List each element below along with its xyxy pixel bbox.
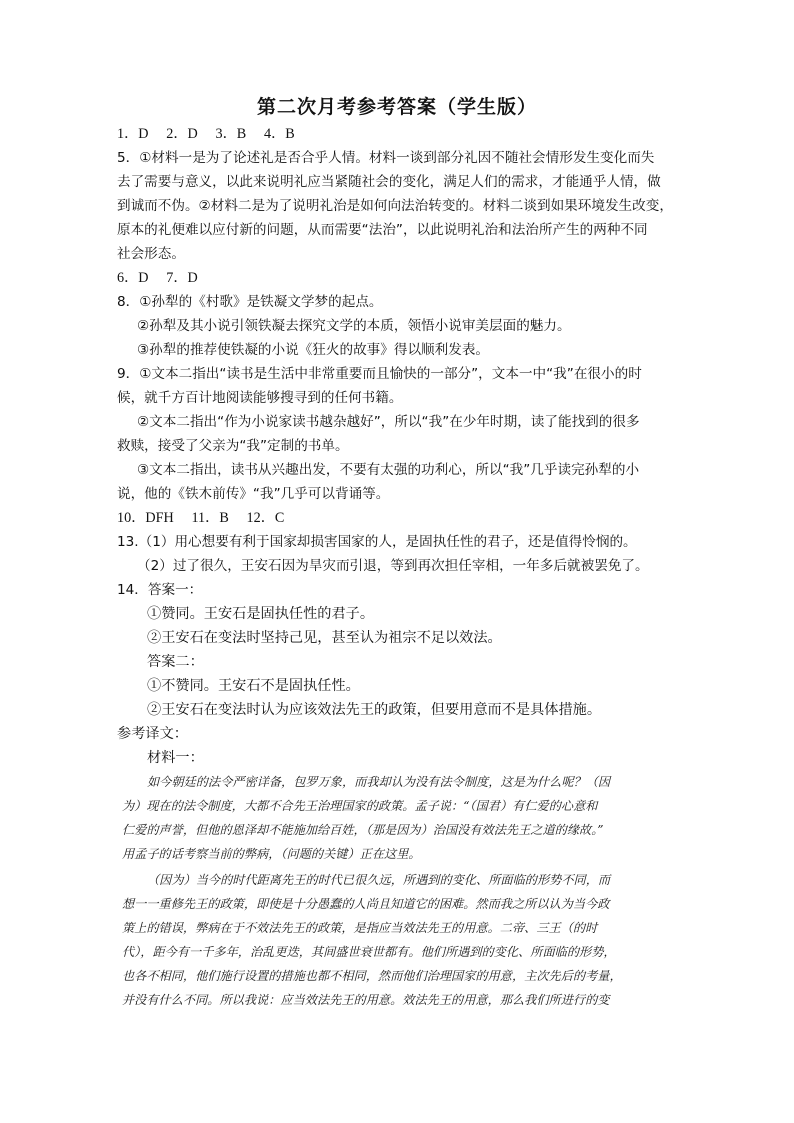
answer-line-14-opt2-heading: 答案二： [147, 654, 204, 670]
translation-line: 想一一重修先王的政策，即使是十分愚蠢的人尚且知道它的困难。然而我之所以认为当今政 [122, 897, 610, 911]
answer-line-6-7: 6．D 7．D [117, 270, 198, 286]
answer-line-1-4: 1．D 2．D 3．B 4．B [117, 126, 295, 142]
answer-line-9a: 9．①文本二指出“读书是生活中非常重要而且愉快的一部分”，文本一中“我”在很小的时 [117, 366, 642, 382]
answer-line-14-opt1a: ①赞同。王安石是固执任性的君子。 [147, 606, 375, 622]
translation-line: 并没有什么不同。所以我说：应当效法先王的用意。效法先王的用意，那么我们所进行的变 [122, 993, 610, 1007]
answer-line-8c: ③孙犁的推荐使铁凝的小说《狂火的故事》得以顺利发表。 [137, 342, 490, 358]
answer-line-9d: 救赎，接受了父亲为“我”定制的书单。 [117, 438, 349, 454]
answer-line-9b: 候，就千方百计地阅读能够搜寻到的任何书籍。 [117, 390, 403, 406]
answer-line-14-opt1b: ②王安石在变法时坚持己见，甚至认为祖宗不足以效法。 [147, 630, 502, 646]
answer-line-13a: 13.（1）用心想要有利于国家却损害国家的人，是固执任性的君子，还是值得怜悯的。 [117, 534, 637, 550]
translation-line: 仁爱的声誉，但他的恩泽却不能施加给百姓，（那是因为）治国没有效法先王之道的缘故。” [122, 823, 604, 837]
answer-line-5c: 到诚而不伪。②材料二是为了说明礼治是如何向法治转变的。材料二谈到如果环境发生改变， [117, 198, 673, 214]
translation-line: 代），距今有一千多年，治乱更迭，其间盛世衰世都有。他们所遇到的变化、所面临的形势， [122, 945, 616, 959]
translation-line: 如今朝廷的法令严密详备，包罗万象，而我却认为没有法令制度，这是为什么呢？（因 [147, 775, 611, 789]
answer-line-14-heading: 14．答案一： [117, 582, 203, 598]
answer-line-8b: ②孙犁及其小说引领铁凝去探究文学的本质，领悟小说审美层面的魅力。 [137, 318, 571, 334]
translation-line: 为）现在的法令制度，大都不合先王治理国家的政策。孟子说：“（国君）有仁爱的心意和 [122, 799, 598, 813]
translation-line: 也各不相同，他们施行设置的措施也都不相同，然而他们治理国家的用意，主次先后的考量， [122, 969, 622, 983]
translation-line: （因为）当今的时代距离先王的时代已很久远，所遇到的变化、所面临的形势不同，而 [147, 873, 611, 887]
answer-line-10-12: 10．DFH 11．B 12．C [117, 510, 285, 526]
answer-line-9e: ③文本二指出，读书从兴趣出发，不要有太强的功利心，所以“我”几乎读完孙犁的小 [137, 462, 640, 478]
answer-line-5a: 5．①材料一是为了论述礼是否合乎人情。材料一谈到部分礼因不随社会情形发生变化而失 [117, 150, 655, 166]
answer-line-5d: 原本的礼便难以应付新的问题，从而需要“法治”，以此说明礼治和法治所产生的两种不同 [117, 222, 648, 238]
answer-line-14-opt2a: ①不赞同。王安石不是固执任性。 [147, 678, 360, 694]
answer-line-5e: 社会形态。 [117, 246, 185, 262]
page-title: 第二次月考参考答案（学生版） [256, 96, 537, 118]
material-one-heading: 材料一： [147, 750, 204, 766]
translation-line: 用孟子的话考察当前的弊病，（问题的关键）正在这里。 [122, 847, 421, 861]
answer-line-9c: ②文本二指出“作为小说家读书越杂越好”，所以“我”在少年时期，读了能找到的很多 [137, 414, 640, 430]
translation-line: 策上的错误，弊病在于不效法先王的政策，是指应当效法先王的用意。二帝、三王（的时 [122, 921, 598, 935]
answer-line-14-opt2b: ②王安石在变法时认为应该效法先王的政策，但要用意而不是具体措施。 [147, 702, 602, 718]
reference-translation-heading: 参考译文： [117, 726, 188, 742]
answer-line-13b: （2）过了很久，王安石因为旱灾而引退，等到再次担任宰相，一年多后就被罢免了。 [137, 558, 649, 574]
answer-line-5b: 去了需要与意义，以此来说明礼应当紧随社会的变化，满足人们的需求，才能通乎人情，做 [117, 174, 661, 190]
answer-line-9f: 说，他的《铁木前传》“我”几乎可以背诵等。 [117, 486, 390, 502]
answer-line-8a: 8．①孙犁的《村歌》是铁凝文学梦的起点。 [117, 294, 383, 310]
